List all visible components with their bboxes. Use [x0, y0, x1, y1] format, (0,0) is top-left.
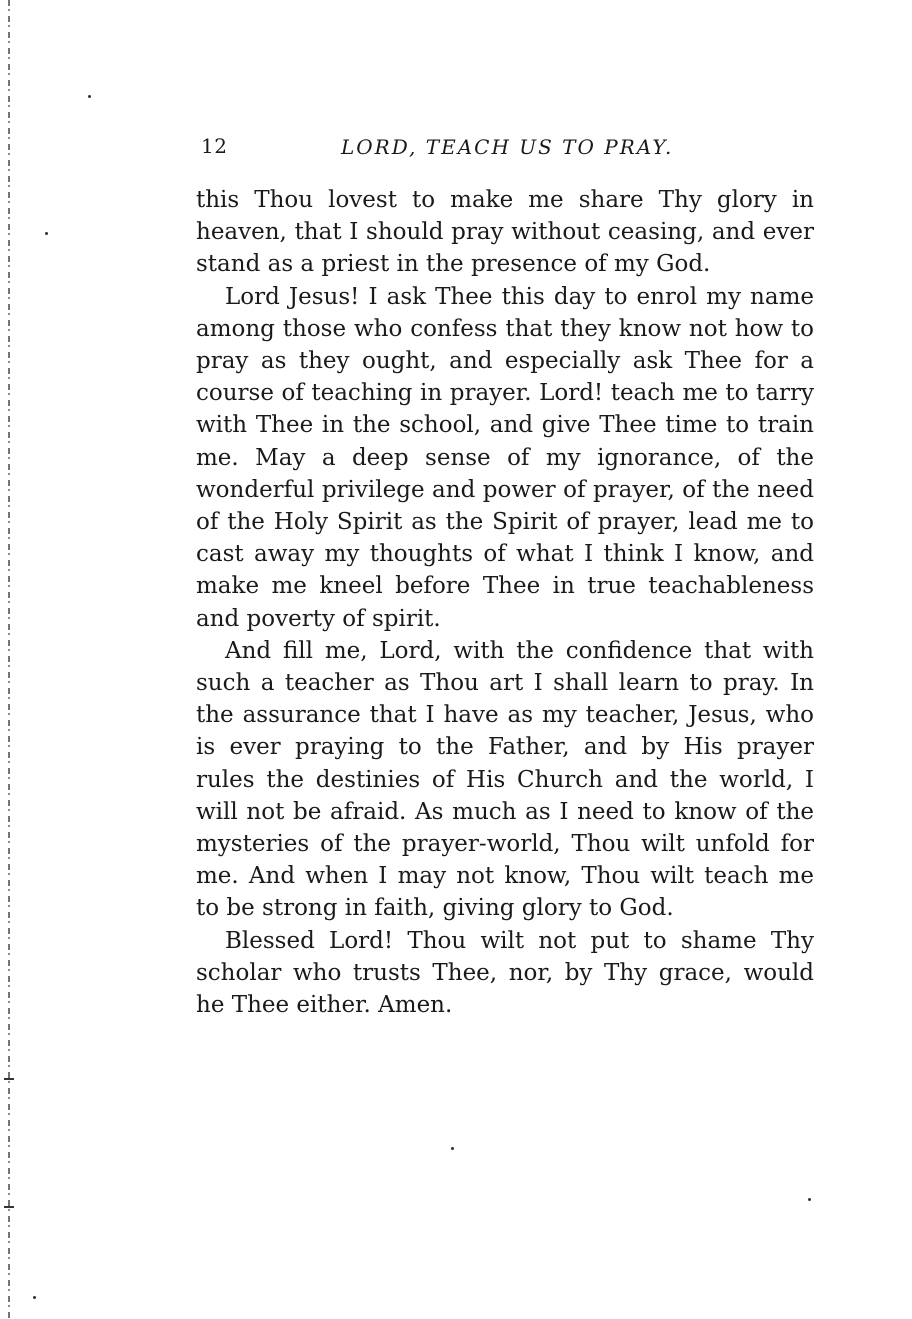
paragraph: Lord Jesus! I ask Thee this day to enrol my name among those who confess that they know not how to pray as they ought, and especially ask Thee for a course of teaching in prayer. Lord! teach me to tarry with Thee in the school, and give Thee time to train me. May a deep sense of my ignorance, of the wonderful privilege and power of prayer, of the need of the Holy Spirit as the Spirit of prayer, lead me to cast away my thoughts of what I think I know, and make me kneel before Thee in true teachableness and poverty of spirit.: [196, 283, 814, 632]
body-text: [196, 184, 814, 1021]
scan-speck: [451, 1147, 454, 1150]
gutter-mark: [4, 1206, 14, 1208]
running-title: LORD, TEACH US TO PRAY.: [341, 135, 674, 159]
scan-speck: [808, 1198, 811, 1201]
scan-speck: [88, 95, 91, 98]
page-gutter-edge: [8, 0, 10, 1319]
paragraph: And fill me, Lord, with the confidence that with such a teacher as Thou art I shall learn to pray. In the assurance that I have as my teacher, Jesus, who is ever praying to the Father, and by His prayer rules the destinies of His Church and the world, I will not be afraid. As much as I need to know of the mysteries of the prayer-world, Thou wilt unfold for me. And when I may not know, Thou wilt teach me to be strong in faith, giving glory to God.: [196, 637, 814, 922]
page-header: [199, 134, 811, 162]
paragraph: this Thou lovest to make me share Thy glory in heaven, that I should pray without ceasing, and ever stand as a priest in the presence of my God.: [196, 187, 814, 278]
scan-speck: [45, 232, 48, 235]
scan-speck: [33, 1296, 36, 1299]
page-number: 12: [201, 134, 228, 158]
paragraph: Blessed Lord! Thou wilt not put to shame Thy scholar who trusts Thee, nor, by Thy grace, would he Thee either. Amen.: [196, 927, 814, 1019]
gutter-mark: [4, 1078, 14, 1080]
